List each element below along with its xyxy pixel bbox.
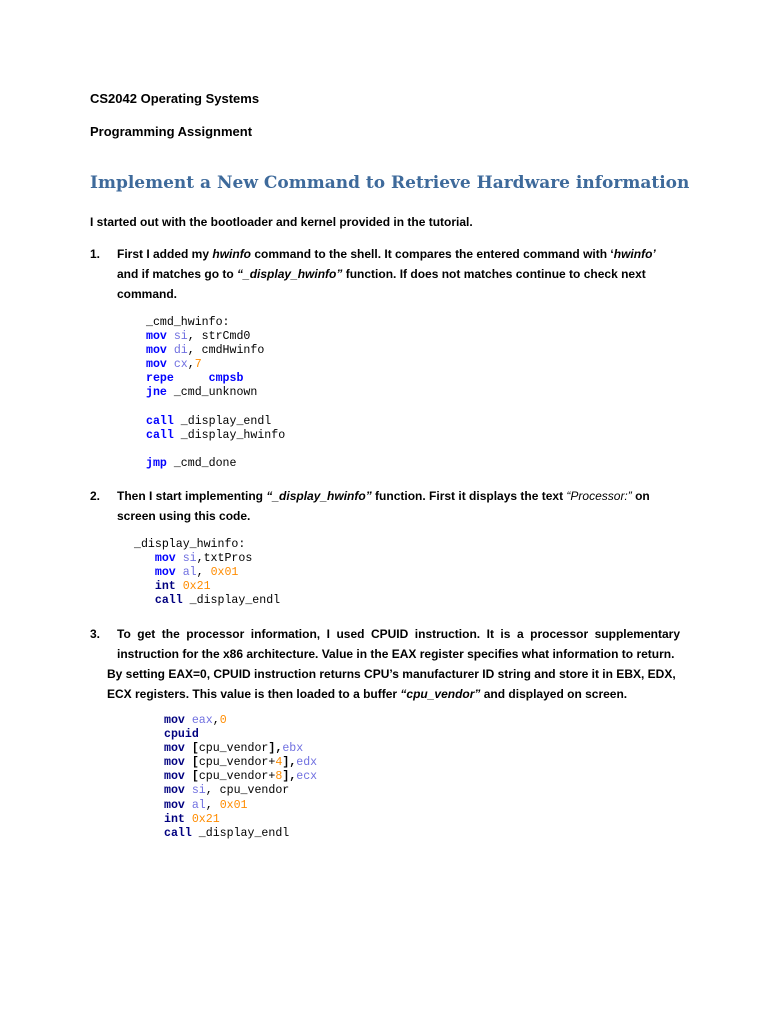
list-number: 2. xyxy=(90,489,101,503)
list-number: 1. xyxy=(90,247,101,261)
assignment-title: Programming Assignment xyxy=(90,124,253,139)
list-item-2 xyxy=(90,486,680,526)
list-item-text: Then I start implementing “_display_hwinfo” function. First it displays the text “Processor:” on screen using this code. xyxy=(117,489,650,523)
intro-paragraph: I started out with the bootloader and kernel provided in the tutorial. xyxy=(90,215,473,229)
code-block-display-hwinfo: _display_hwinfo: mov si,txtPros mov al, 0x01 int 0x21 call _display_endl xyxy=(134,538,281,608)
code-block-cpuid: mov eax,0 cpuid mov [cpu_vendor],ebx mov [cpu_vendor+4],edx mov [cpu_vendor+8],ecx mov si, cpu_vendor mov al, 0x01 int 0x21 call _display_endl xyxy=(164,714,318,840)
list-item-text: To get the processor information, I used CPUID instruction. It is a processor supplementary instruction for the x86 architecture. Value in the EAX register specifies what information to return. xyxy=(117,627,680,661)
list-item-3 xyxy=(90,624,680,704)
list-item-text: First I added my hwinfo command to the shell. It compares the entered command with ‘hwinfo’ and if matches go to “_display_hwinfo” function. If does not matches continue to check next command. xyxy=(117,247,656,301)
course-title: CS2042 Operating Systems xyxy=(90,91,260,106)
list-number: 3. xyxy=(90,627,101,641)
list-item-continuation: By setting EAX=0, CPUID instruction returns CPU’s manufacturer ID string and store it in EBX, EDX, ECX registers. This value is then loaded to a buffer “cpu_vendor” and displayed on screen. xyxy=(107,667,676,701)
list-item-1 xyxy=(90,244,680,304)
section-heading: Implement a New Command to Retrieve Hardware information xyxy=(90,173,690,193)
code-block-cmd-hwinfo: _cmd_hwinfo: mov si, strCmd0 mov di, cmdHwinfo mov cx,7 repe cmpsb jne _cmd_unknown call _display_endl call _display_hwinfo jmp _cmd_done xyxy=(146,316,286,470)
